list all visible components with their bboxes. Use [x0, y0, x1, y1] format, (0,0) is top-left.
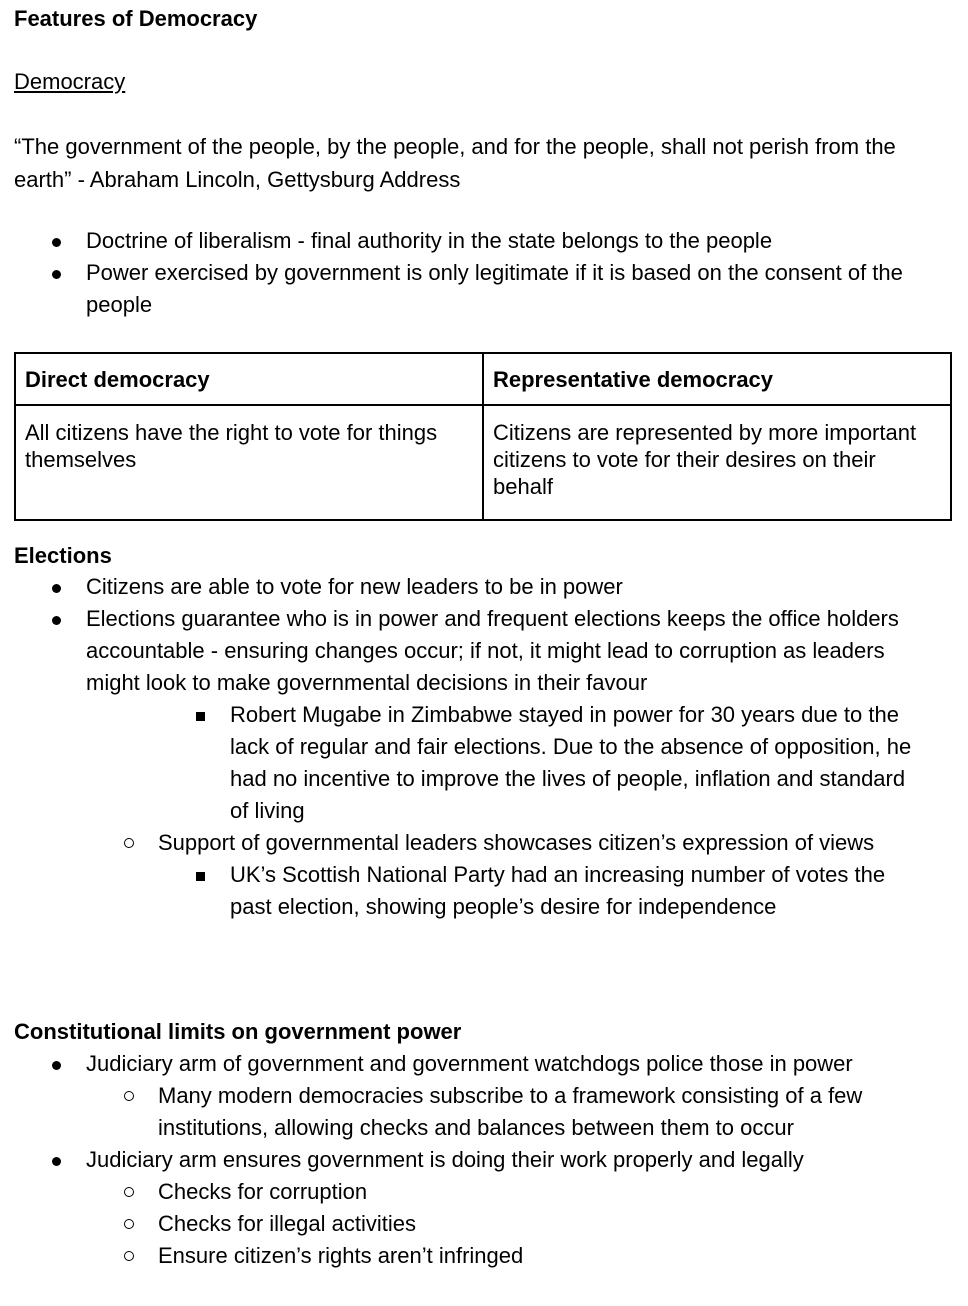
- cell-direct-democracy: All citizens have the right to vote for things themselves: [15, 405, 483, 520]
- section-subtitle-democracy: Democracy: [14, 69, 126, 94]
- heading-constitutional-limits: Constitutional limits on government power: [14, 1019, 462, 1044]
- list-item: [14, 1240, 914, 1272]
- list-item: [14, 859, 914, 923]
- democracy-comparison-table: [14, 352, 952, 521]
- page-title: Features of Democracy: [14, 6, 258, 31]
- bullet-dot-icon: [52, 225, 61, 257]
- bullet-circle-icon: [124, 1176, 134, 1208]
- bullet-circle-icon: [124, 1240, 134, 1272]
- elections-bullet-list: [14, 571, 914, 923]
- bullet-dot-icon: [52, 257, 61, 289]
- list-item-text: UK’s Scottish National Party had an increasing number of votes the past election, showing people’s desire for independence: [230, 862, 886, 919]
- list-item: [14, 827, 914, 859]
- list-item: [14, 571, 914, 603]
- bullet-dot-icon: [52, 1144, 61, 1176]
- bullet-dot-icon: [52, 1048, 61, 1080]
- list-item: [14, 1176, 914, 1208]
- intro-bullet-list: [14, 225, 914, 321]
- list-item: [14, 1144, 914, 1176]
- list-item-text: Checks for illegal activities: [158, 1211, 416, 1236]
- list-item-text: Ensure citizen’s rights aren’t infringed: [158, 1243, 524, 1268]
- list-item-text: Power exercised by government is only legitimate if it is based on the consent of the people: [86, 260, 903, 317]
- list-item: [14, 699, 914, 827]
- list-item-text: Judiciary arm ensures government is doing their work properly and legally: [86, 1147, 804, 1172]
- cell-representative-democracy: Citizens are represented by more important citizens to vote for their desires on their behalf: [483, 405, 951, 520]
- list-item-text: Robert Mugabe in Zimbabwe stayed in power for 30 years due to the lack of regular and fair elections. Due to the absence of opposition, he had no incentive to improve the lives of people, inflation and standard of living: [230, 702, 912, 823]
- bullet-dot-icon: [52, 571, 61, 603]
- list-item: [14, 1048, 914, 1080]
- list-item-text: Elections guarantee who is in power and frequent elections keeps the office holders accountable - ensuring changes occur; if not, it might lead to corruption as leaders might look to make governmental decisions in their favour: [86, 606, 899, 695]
- constitutional-bullet-list: [14, 1048, 914, 1272]
- bullet-square-icon: [196, 859, 205, 891]
- header-representative-democracy: Representative democracy: [483, 353, 951, 405]
- list-item-text: Judiciary arm of government and government watchdogs police those in power: [86, 1051, 853, 1076]
- list-item: [14, 603, 914, 699]
- list-item-text: Support of governmental leaders showcases citizen’s expression of views: [158, 830, 875, 855]
- list-item: [14, 257, 914, 321]
- list-item-text: Checks for corruption: [158, 1179, 368, 1204]
- list-item: [14, 1208, 914, 1240]
- bullet-dot-icon: [52, 603, 61, 635]
- list-item-text: Many modern democracies subscribe to a framework consisting of a few institutions, allowing checks and balances between them to occur: [158, 1083, 863, 1140]
- bullet-circle-icon: [124, 1080, 134, 1112]
- list-item: [14, 225, 914, 257]
- bullet-square-icon: [196, 699, 205, 731]
- list-item-text: Doctrine of liberalism - final authority in the state belongs to the people: [86, 228, 773, 253]
- lincoln-quote: “The government of the people, by the people, and for the people, shall not perish from the earth” - Abraham Lincoln, Gettysburg Address: [14, 134, 896, 192]
- table-row: [15, 405, 951, 520]
- list-item-text: Citizens are able to vote for new leaders to be in power: [86, 574, 623, 599]
- table-header-row: [15, 353, 951, 405]
- bullet-circle-icon: [124, 1208, 134, 1240]
- list-item: [14, 1080, 914, 1144]
- header-direct-democracy: Direct democracy: [15, 353, 483, 405]
- heading-elections: Elections: [14, 543, 112, 568]
- bullet-circle-icon: [124, 827, 134, 859]
